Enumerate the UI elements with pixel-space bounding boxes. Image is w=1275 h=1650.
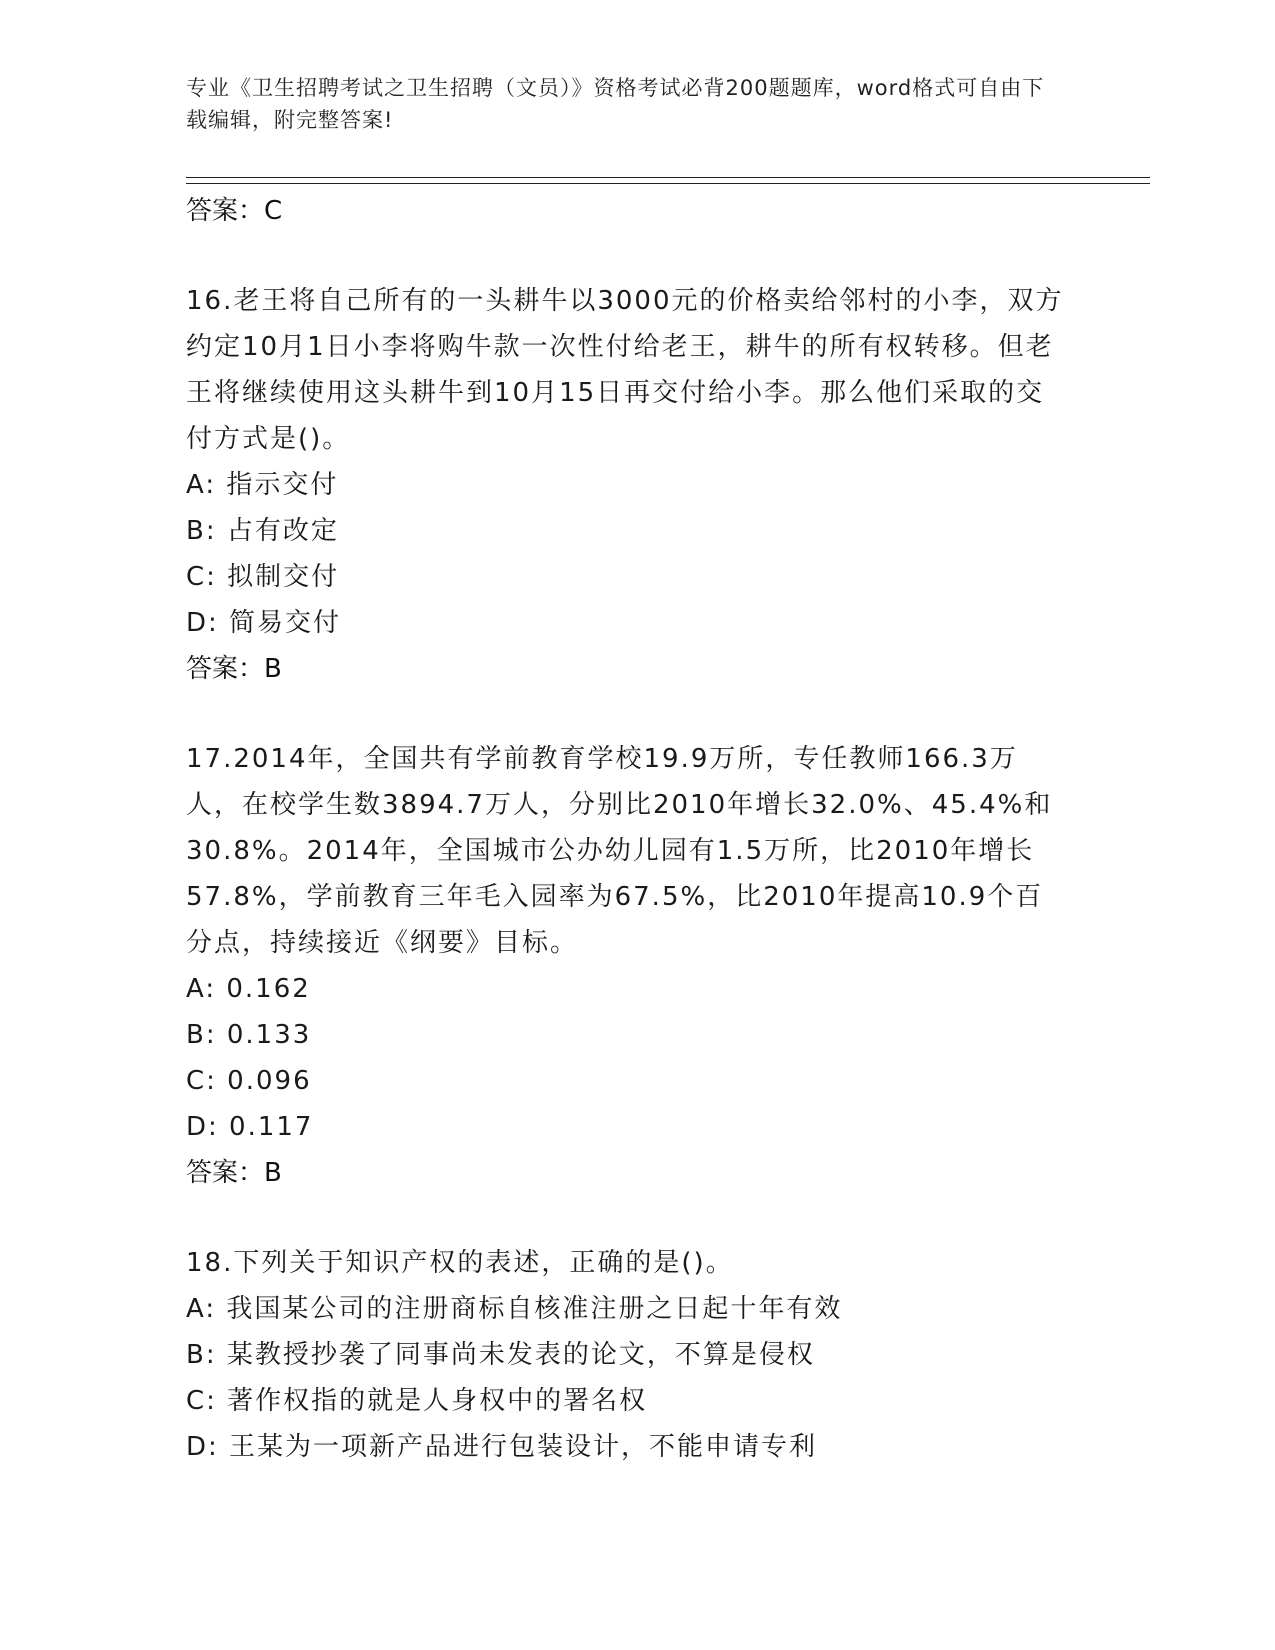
- document-header: 专业《卫生招聘考试之卫生招聘（文员）》资格考试必背200题题库，word格式可自由下载编辑，附完整答案!: [186, 76, 1045, 132]
- option-a: A: 指示交付: [186, 470, 339, 500]
- option-c: C: 0.096: [186, 1066, 312, 1096]
- header-divider: [186, 177, 1150, 184]
- question-stem: 16.老王将自己所有的一头耕牛以3000元的价格卖给邻村的小李，双方约定10月1日小李将购牛款一次性付给老王，耕牛的所有权转移。但老王将继续使用这头耕牛到10月15日再交付给小李。那么他们采取的交付方式是()。: [186, 286, 1064, 454]
- question-18: [186, 1240, 1066, 1470]
- question-17: [186, 736, 1066, 1196]
- document-content: [186, 188, 1066, 1470]
- option-d: D: 王某为一项新产品进行包装设计，不能申请专利: [186, 1432, 818, 1462]
- option-b: B: 0.133: [186, 1020, 312, 1050]
- option-a: A: 0.162: [186, 974, 311, 1004]
- question-16: [186, 278, 1066, 692]
- option-b: B: 占有改定: [186, 516, 339, 546]
- option-d: D: 简易交付: [186, 608, 342, 638]
- question-answer: 答案：B: [186, 1158, 282, 1188]
- question-stem: 17.2014年，全国共有学前教育学校19.9万所，专任教师166.3万人，在校学生数3894.7万人，分别比2010年增长32.0%、45.4%和30.8%。2014年，全国城市公办幼儿园有1.5万所，比2010年增长57.8%，学前教育三年毛入园率为67.5%，比2010年提高10.9个百分点，持续接近《纲要》目标。: [186, 744, 1053, 958]
- option-c: C: 著作权指的就是人身权中的署名权: [186, 1386, 648, 1416]
- option-b: B: 某教授抄袭了同事尚未发表的论文，不算是侵权: [186, 1340, 815, 1370]
- option-c: C: 拟制交付: [186, 562, 340, 592]
- previous-answer: 答案：C: [186, 196, 283, 226]
- question-answer: 答案：B: [186, 654, 282, 684]
- option-d: D: 0.117: [186, 1112, 314, 1142]
- question-stem: 18.下列关于知识产权的表述，正确的是()。: [186, 1248, 734, 1278]
- option-a: A: 我国某公司的注册商标自核准注册之日起十年有效: [186, 1294, 843, 1324]
